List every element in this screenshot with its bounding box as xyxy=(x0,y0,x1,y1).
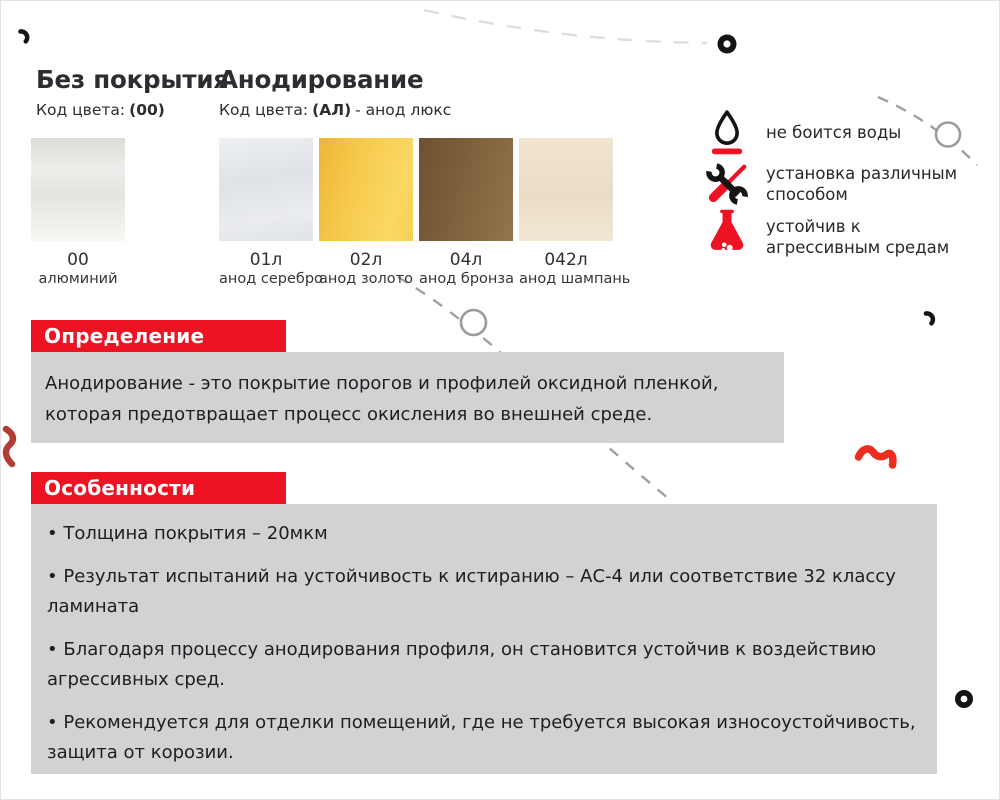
swatch-name: анод серебро xyxy=(219,271,323,287)
squiggle-left xyxy=(6,429,13,464)
swatch-02l xyxy=(319,138,413,287)
benefit-label: установка различным способом xyxy=(766,164,958,204)
swatch-code: 00 xyxy=(67,250,89,270)
benefit-installation xyxy=(703,161,1000,207)
feature-item: • Благодаря процессу анодирования профиля, он становится устойчив к воздействию агрессивных сред. xyxy=(47,635,917,695)
code-value: (АЛ) xyxy=(312,101,352,119)
features-heading: Особенности xyxy=(31,472,286,504)
code-suffix: - анод люкс xyxy=(355,101,452,119)
swatch-code: 042л xyxy=(544,250,588,270)
benefit-chemical xyxy=(703,207,1000,258)
swatch-042l xyxy=(519,138,631,287)
water-drop-icon xyxy=(703,109,751,157)
swatch-color-04l xyxy=(419,138,513,241)
swatch-name: алюминий xyxy=(38,271,118,287)
flask-icon xyxy=(703,207,751,257)
swatch-code: 01л xyxy=(249,250,283,270)
anodizing-header xyxy=(219,65,451,119)
definition-body: Анодирование - это покрытие порогов и профилей оксидной пленкой, которая предотвращает процесс окисления во внешней среде. xyxy=(45,373,719,425)
swatch-00 xyxy=(31,138,125,287)
benefit-water xyxy=(703,109,1000,157)
features-panel xyxy=(31,504,937,774)
comma-mark-top-left xyxy=(21,31,28,41)
swatch-01l xyxy=(219,138,323,287)
swatch-color-00 xyxy=(31,138,125,241)
no-coating-code-line xyxy=(36,101,229,119)
comma-mark-right xyxy=(926,313,933,323)
feature-item: • Результат испытаний на устойчивость к истиранию – АС-4 или соответствие 32 классу ламината xyxy=(47,562,917,622)
swatch-name: анод золото xyxy=(319,271,413,287)
swatch-code: 02л xyxy=(349,250,383,270)
feature-item: • Толщина покрытия – 20мкм xyxy=(47,519,917,549)
squiggle-right xyxy=(859,449,893,465)
code-label: Код цвета: xyxy=(219,101,309,119)
dashed-curve-top xyxy=(424,10,707,43)
definition-heading: Определение xyxy=(31,320,286,352)
swatch-04l xyxy=(419,138,513,287)
definition-panel xyxy=(31,352,784,443)
swatch-code: 04л xyxy=(449,250,483,270)
anodizing-code-line xyxy=(219,101,451,119)
circle-outline-middle xyxy=(461,310,486,335)
swatch-name: анод шампань xyxy=(519,271,631,287)
swatch-color-01l xyxy=(219,138,313,241)
code-value: (00) xyxy=(129,101,165,119)
no-coating-title: Без покрытия xyxy=(36,65,229,94)
swatch-color-042l xyxy=(519,138,613,241)
no-coating-header xyxy=(36,65,229,119)
swatch-name: анод бронза xyxy=(419,271,514,287)
code-label: Код цвета: xyxy=(36,101,126,119)
feature-item: • Рекомендуется для отделки помещений, где не требуется высокая износоустойчивость, защита от корозии. xyxy=(47,708,917,768)
swatch-color-02l xyxy=(319,138,413,241)
wrench-screwdriver-icon xyxy=(703,161,751,207)
anodizing-title: Анодирование xyxy=(219,65,424,94)
benefit-label: устойчив к агрессивным средам xyxy=(766,217,950,257)
benefit-label: не боится воды xyxy=(766,123,902,142)
